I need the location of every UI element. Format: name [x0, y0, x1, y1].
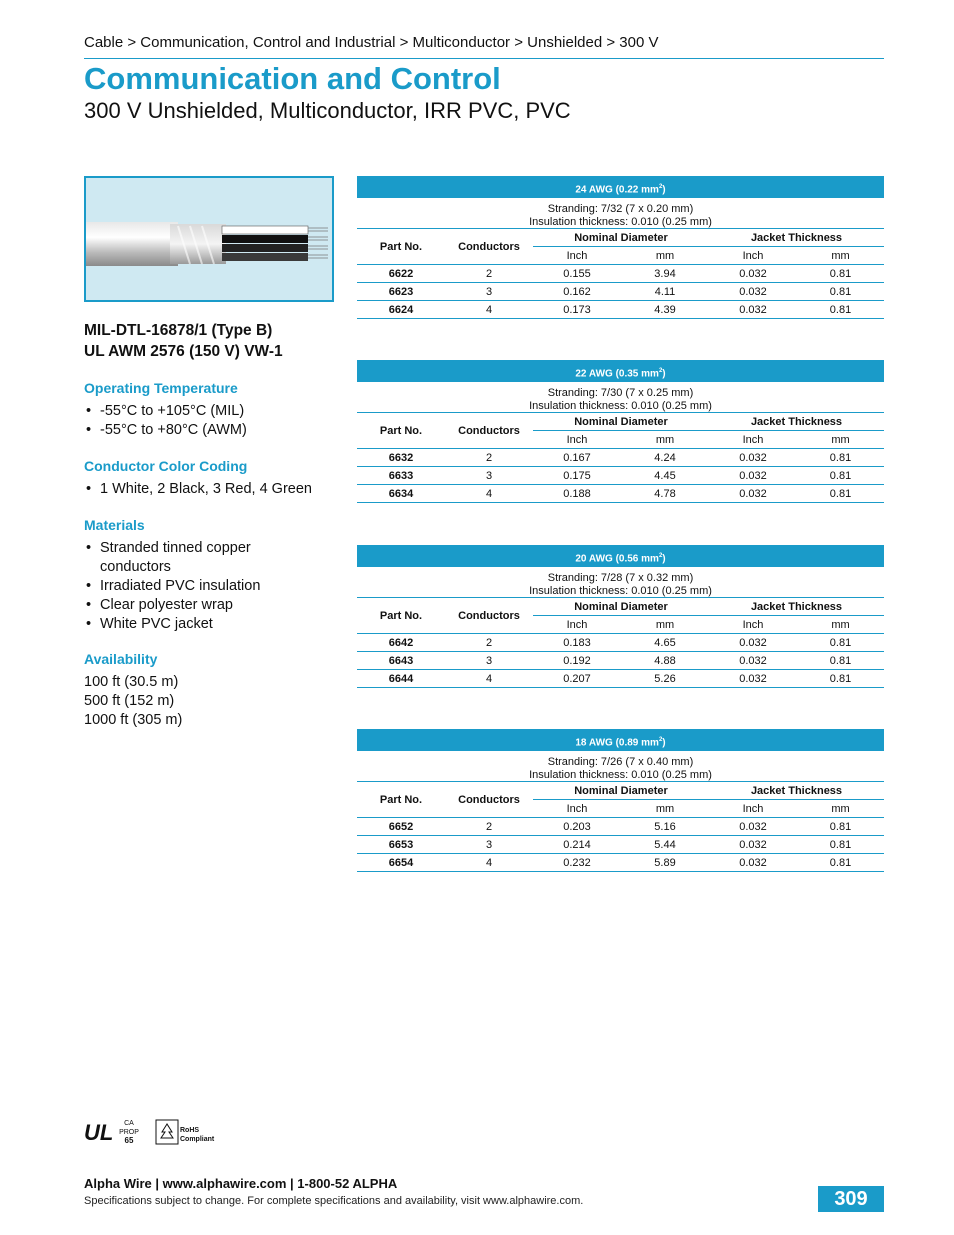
diameter-inch: 0.203	[533, 818, 621, 836]
col-mm: mm	[621, 431, 709, 449]
table-row	[357, 670, 884, 688]
diameter-inch: 0.188	[533, 485, 621, 503]
jacket-inch: 0.032	[709, 449, 797, 467]
part-number: 6633	[357, 467, 445, 485]
materials-heading: Materials	[84, 517, 145, 533]
operating-temperature-list	[84, 402, 344, 440]
jacket-inch: 0.032	[709, 670, 797, 688]
diameter-inch: 0.232	[533, 854, 621, 872]
part-number: 6624	[357, 301, 445, 319]
awg-header: 20 AWG (0.56 $mm^2$)	[357, 545, 884, 567]
rohs-logo	[156, 1120, 215, 1144]
col-inch: Inch	[709, 431, 797, 449]
stranding-text: Stranding: 7/28 (7 x 0.32 mm)	[547, 572, 694, 584]
jacket-mm: 0.81	[797, 818, 884, 836]
jacket-inch: 0.032	[709, 634, 797, 652]
col-inch: Inch	[709, 800, 797, 818]
conductors-value: 2	[445, 449, 533, 467]
diameter-inch: 0.167	[533, 449, 621, 467]
col-inch: Inch	[533, 431, 621, 449]
jacket-inch: 0.032	[709, 283, 797, 301]
list-item: • 1 White, 2 Black, 3 Red, 4 Green	[84, 480, 344, 499]
jacket-inch: 0.032	[709, 485, 797, 503]
col-nominal-diameter: Nominal Diameter	[533, 413, 709, 431]
jacket-mm: 0.81	[797, 670, 884, 688]
diameter-mm: 5.26	[621, 670, 709, 688]
insulation-text: Insulation thickness: 0.010 (0.25 mm)	[529, 768, 712, 781]
diameter-mm: 4.24	[621, 449, 709, 467]
jacket-mm: 0.81	[797, 449, 884, 467]
col-nominal-diameter: Nominal Diameter	[533, 782, 709, 800]
list-item: • Clear polyester wrap	[84, 596, 299, 615]
awg-header: 22 AWG (0.35 $mm^2$)	[357, 360, 884, 382]
conductors-value: 4	[445, 854, 533, 872]
footer-contact: Alpha Wire | www.alphawire.com | 1-800-52 ALPHA	[84, 1176, 398, 1191]
col-mm: mm	[797, 247, 884, 265]
list-item: • Irradiated PVC insulation	[84, 577, 299, 596]
diameter-mm: 4.45	[621, 467, 709, 485]
jacket-inch: 0.032	[709, 301, 797, 319]
jacket-mm: 0.81	[797, 467, 884, 485]
prop65-logo	[119, 1120, 139, 1145]
header-rule	[84, 58, 884, 59]
diameter-mm: 4.65	[621, 634, 709, 652]
col-jacket-thickness: Jacket Thickness	[709, 782, 884, 800]
awg-table	[357, 176, 884, 319]
diameter-inch: 0.183	[533, 634, 621, 652]
color-coding-list	[84, 480, 344, 499]
diameter-mm: 5.16	[621, 818, 709, 836]
awg-header: 18 AWG (0.89 $mm^2$)	[357, 729, 884, 751]
part-number: 6644	[357, 670, 445, 688]
part-number: 6642	[357, 634, 445, 652]
jacket-mm: 0.81	[797, 854, 884, 872]
part-number: 6634	[357, 485, 445, 503]
jacket-mm: 0.81	[797, 301, 884, 319]
conductors-value: 4	[445, 485, 533, 503]
part-number: 6622	[357, 265, 445, 283]
col-mm: mm	[797, 800, 884, 818]
col-jacket-thickness: Jacket Thickness	[709, 229, 884, 247]
spec-ul: UL AWM 2576 (150 V) VW-1	[84, 343, 283, 360]
color-coding-heading: Conductor Color Coding	[84, 458, 248, 474]
jacket-mm: 0.81	[797, 652, 884, 670]
svg-text:RoHS: RoHS	[180, 1127, 200, 1134]
jacket-inch: 0.032	[709, 467, 797, 485]
table-row	[357, 818, 884, 836]
stranding-info	[357, 382, 884, 412]
list-item: 500 ft (152 m)	[84, 693, 175, 709]
list-item: 100 ft (30.5 m)	[84, 674, 179, 690]
svg-text:Compliant: Compliant	[180, 1136, 215, 1143]
col-conductors: Conductors	[445, 229, 533, 265]
col-part-no: Part No.	[357, 413, 445, 449]
col-inch: Inch	[709, 616, 797, 634]
part-number: 6643	[357, 652, 445, 670]
diameter-inch: 0.207	[533, 670, 621, 688]
jacket-mm: 0.81	[797, 283, 884, 301]
part-number: 6653	[357, 836, 445, 854]
spec-mil: MIL-DTL-16878/1 (Type B)	[84, 322, 273, 339]
svg-text:CA: CA	[124, 1120, 134, 1127]
materials-list	[84, 539, 299, 634]
page-subtitle: 300 V Unshielded, Multiconductor, IRR PVC, PVC	[84, 98, 571, 123]
conductors-value: 2	[445, 634, 533, 652]
diameter-inch: 0.162	[533, 283, 621, 301]
ul-logo	[84, 1120, 113, 1145]
col-mm: mm	[621, 247, 709, 265]
diameter-inch: 0.175	[533, 467, 621, 485]
col-part-no: Part No.	[357, 598, 445, 634]
part-number: 6654	[357, 854, 445, 872]
stranding-info	[357, 198, 884, 228]
jacket-mm: 0.81	[797, 265, 884, 283]
diameter-inch: 0.155	[533, 265, 621, 283]
ul-mark: UL	[84, 1120, 114, 1145]
svg-text:PROP: PROP	[119, 1129, 139, 1136]
col-conductors: Conductors	[445, 598, 533, 634]
col-mm: mm	[621, 616, 709, 634]
awg-table	[357, 545, 884, 688]
table-row	[357, 301, 884, 319]
stranding-info	[357, 751, 884, 781]
table-row	[357, 485, 884, 503]
table-row	[357, 283, 884, 301]
conductors-value: 3	[445, 283, 533, 301]
jacket-inch: 0.032	[709, 836, 797, 854]
diameter-mm: 5.89	[621, 854, 709, 872]
jacket-inch: 0.032	[709, 854, 797, 872]
col-conductors: Conductors	[445, 413, 533, 449]
jacket-mm: 0.81	[797, 836, 884, 854]
jacket-mm: 0.81	[797, 634, 884, 652]
col-mm: mm	[621, 800, 709, 818]
awg-grid	[357, 412, 884, 503]
stranding-text: Stranding: 7/26 (7 x 0.40 mm)	[547, 756, 694, 768]
table-row	[357, 652, 884, 670]
col-conductors: Conductors	[445, 782, 533, 818]
awg-grid	[357, 228, 884, 319]
insulation-text: Insulation thickness: 0.010 (0.25 mm)	[529, 584, 712, 597]
awg-grid	[357, 781, 884, 872]
availability-heading: Availability	[84, 651, 158, 667]
jacket-inch: 0.032	[709, 652, 797, 670]
col-mm: mm	[797, 431, 884, 449]
certification-logos	[84, 1114, 224, 1150]
conductors-value: 4	[445, 670, 533, 688]
list-item: 1000 ft (305 m)	[84, 712, 183, 728]
tree-icon	[161, 1124, 173, 1138]
col-nominal-diameter: Nominal Diameter	[533, 598, 709, 616]
awg-table	[357, 729, 884, 872]
list-item: • -55°C to +80°C (AWM)	[84, 421, 344, 440]
stranding-text: Stranding: 7/32 (7 x 0.20 mm)	[547, 203, 694, 215]
list-item: • Stranded tinned copper conductors	[84, 539, 299, 577]
breadcrumb: Cable > Communication, Control and Industrial > Multiconductor > Unshielded > 300 V	[84, 34, 659, 51]
jacket-mm: 0.81	[797, 485, 884, 503]
col-jacket-thickness: Jacket Thickness	[709, 598, 884, 616]
diameter-mm: 3.94	[621, 265, 709, 283]
diameter-inch: 0.192	[533, 652, 621, 670]
insulation-text: Insulation thickness: 0.010 (0.25 mm)	[529, 215, 712, 228]
diameter-inch: 0.214	[533, 836, 621, 854]
page-number: 309	[818, 1186, 884, 1212]
diameter-mm: 4.11	[621, 283, 709, 301]
col-part-no: Part No.	[357, 782, 445, 818]
conductors-value: 3	[445, 467, 533, 485]
awg-grid	[357, 597, 884, 688]
table-row	[357, 854, 884, 872]
diameter-mm: 5.44	[621, 836, 709, 854]
conductors-value: 4	[445, 301, 533, 319]
col-mm: mm	[797, 616, 884, 634]
page-title: Communication and Control	[84, 61, 501, 96]
col-inch: Inch	[709, 247, 797, 265]
stranding-text: Stranding: 7/30 (7 x 0.25 mm)	[547, 387, 694, 399]
operating-temperature-heading: Operating Temperature	[84, 380, 238, 396]
col-jacket-thickness: Jacket Thickness	[709, 413, 884, 431]
cable-illustration	[86, 178, 332, 300]
conductors-value: 2	[445, 265, 533, 283]
table-row	[357, 449, 884, 467]
awg-table	[357, 360, 884, 503]
diameter-mm: 4.88	[621, 652, 709, 670]
list-item: • -55°C to +105°C (MIL)	[84, 402, 344, 421]
awg-header: 24 AWG (0.22 $mm^2$)	[357, 176, 884, 198]
svg-text:65: 65	[124, 1136, 134, 1145]
conductors-value: 3	[445, 652, 533, 670]
col-inch: Inch	[533, 800, 621, 818]
conductors-value: 3	[445, 836, 533, 854]
part-number: 6632	[357, 449, 445, 467]
part-number: 6623	[357, 283, 445, 301]
diameter-mm: 4.78	[621, 485, 709, 503]
col-inch: Inch	[533, 616, 621, 634]
diameter-inch: 0.173	[533, 301, 621, 319]
stranding-info	[357, 567, 884, 597]
jacket-inch: 0.032	[709, 818, 797, 836]
cable-image	[84, 176, 334, 302]
part-number: 6652	[357, 818, 445, 836]
table-row	[357, 265, 884, 283]
footer-disclaimer: Specifications subject to change. For complete specifications and availability, visit www.alphawire.com.	[84, 1195, 584, 1207]
insulation-text: Insulation thickness: 0.010 (0.25 mm)	[529, 399, 712, 412]
col-nominal-diameter: Nominal Diameter	[533, 229, 709, 247]
table-row	[357, 634, 884, 652]
col-part-no: Part No.	[357, 229, 445, 265]
jacket-inch: 0.032	[709, 265, 797, 283]
table-row	[357, 467, 884, 485]
availability-list	[84, 673, 182, 730]
conductors-value: 2	[445, 818, 533, 836]
table-row	[357, 836, 884, 854]
specification-heading	[84, 320, 283, 362]
list-item: • White PVC jacket	[84, 615, 299, 634]
col-inch: Inch	[533, 247, 621, 265]
diameter-mm: 4.39	[621, 301, 709, 319]
